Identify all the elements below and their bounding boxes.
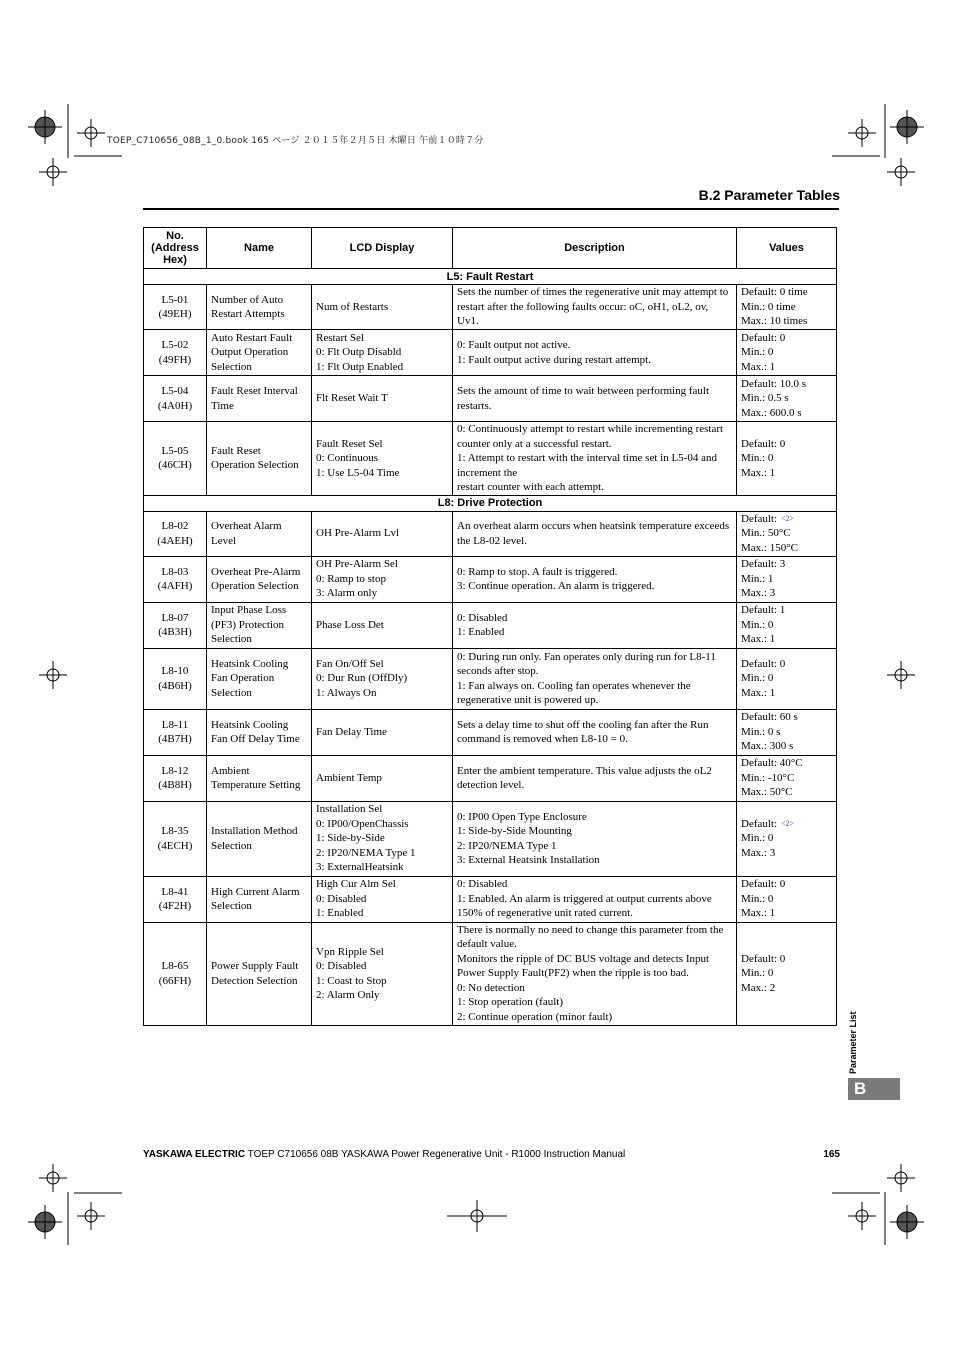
param-number-cell: L8-10 (4B6H)	[144, 648, 207, 709]
values-cell: Default: 0 time Min.: 0 time Max.: 10 times	[737, 285, 837, 330]
param-number-cell: L5-04 (4A0H)	[144, 376, 207, 422]
col-header-no: No. (Address Hex)	[144, 228, 207, 269]
group-title: L8: Drive Protection	[144, 495, 837, 511]
lcd-display-cell: Flt Reset Wait T	[312, 376, 453, 422]
values-cell: Default: 1 Min.: 0 Max.: 1	[737, 602, 837, 648]
param-name-cell: Overheat Alarm Level	[207, 511, 312, 556]
param-name-cell: Installation Method Selection	[207, 801, 312, 876]
param-name-cell: Overheat Pre-Alarm Operation Selection	[207, 556, 312, 602]
col-header-description: Description	[453, 228, 737, 269]
description-cell: 0: Disabled 1: Enabled. An alarm is triggered at output currents above 150% of regenerative unit rated current.	[453, 876, 737, 922]
values-cell: Default: 40°C Min.: -10°C Max.: 50°C	[737, 755, 837, 801]
description-cell: An overheat alarm occurs when heatsink temperature exceeds the L8-02 level.	[453, 511, 737, 556]
param-number-cell: L8-02 (4AEH)	[144, 511, 207, 556]
table-row	[144, 330, 837, 376]
values-cell: Default: 0 Min.: 0 Max.: 1	[737, 648, 837, 709]
values-cell: Default: 60 s Min.: 0 s Max.: 300 s	[737, 709, 837, 755]
param-name-cell: Power Supply Fault Detection Selection	[207, 922, 312, 1025]
param-name-cell: Fault Reset Operation Selection	[207, 422, 312, 496]
footer-brand: YASKAWA ELECTRIC	[143, 1149, 246, 1160]
col-header-values: Values	[737, 228, 837, 269]
description-cell: 0: During run only. Fan operates only during run for L8-11 seconds after stop. 1: Fan always on. Cooling fan operates whenever the regenerative unit is powered up.	[453, 648, 737, 709]
table-row	[144, 922, 837, 1025]
title-rule	[143, 208, 839, 210]
table-row	[144, 755, 837, 801]
param-number-cell: L8-03 (4AFH)	[144, 556, 207, 602]
param-number-cell: L8-35 (4ECH)	[144, 801, 207, 876]
param-number-cell: L5-01 (49EH)	[144, 285, 207, 330]
group-header-row	[144, 495, 837, 511]
table-row	[144, 376, 837, 422]
lcd-display-cell: Restart Sel 0: Flt Outp Disabld 1: Flt Outp Enabled	[312, 330, 453, 376]
table-header-row	[144, 228, 837, 269]
book-info-line: TOEP_C710656_08B_1_0.book 165 ページ ２０１５年２月５日 木曜日 午前１０時７分	[107, 136, 484, 146]
param-name-cell: High Current Alarm Selection	[207, 876, 312, 922]
description-cell: Sets a delay time to shut off the cooling fan after the Run command is removed when L8-10 = 0.	[453, 709, 737, 755]
param-name-cell: Fault Reset Interval Time	[207, 376, 312, 422]
param-number-cell: L8-65 (66FH)	[144, 922, 207, 1025]
param-name-cell: Input Phase Loss (PF3) Protection Selection	[207, 602, 312, 648]
group-title: L5: Fault Restart	[144, 269, 837, 285]
param-name-cell: Number of Auto Restart Attempts	[207, 285, 312, 330]
values-cell: Default: 0 Min.: 0 Max.: 1	[737, 422, 837, 496]
values-cell: Default: <2> Min.: 0 Max.: 3	[737, 801, 837, 876]
description-cell: There is normally no need to change this parameter from the default value. Monitors the ripple of DC BUS voltage and detects Input Power Supply Fault(PF2) when the ripple is too bad. 0: No detection 1: Stop operation (fault) 2: Continue operation (minor fault)	[453, 922, 737, 1025]
table-row	[144, 801, 837, 876]
table-row	[144, 556, 837, 602]
side-section-tab: B	[848, 1078, 900, 1100]
table-row	[144, 511, 837, 556]
param-number-cell: L8-41 (4F2H)	[144, 876, 207, 922]
param-number-cell: L8-07 (4B3H)	[144, 602, 207, 648]
footer	[143, 1149, 625, 1160]
parameter-table	[143, 227, 837, 1026]
table-row	[144, 876, 837, 922]
section-title: B.2 Parameter Tables	[698, 187, 840, 203]
description-cell: 0: IP00 Open Type Enclosure 1: Side-by-Side Mounting 2: IP20/NEMA Type 1 3: External Heatsink Installation	[453, 801, 737, 876]
values-cell: Default: <2> Min.: 50°C Max.: 150°C	[737, 511, 837, 556]
param-number-cell: L8-12 (4B8H)	[144, 755, 207, 801]
description-cell: 0: Continuously attempt to restart while incrementing restart counter only at a successful restart. 1: Attempt to restart with the interval time set in L5-04 and increment the restart counter with each attempt.	[453, 422, 737, 496]
lcd-display-cell: OH Pre-Alarm Sel 0: Ramp to stop 3: Alarm only	[312, 556, 453, 602]
lcd-display-cell: Phase Loss Det	[312, 602, 453, 648]
values-cell: Default: 10.0 s Min.: 0.5 s Max.: 600.0 s	[737, 376, 837, 422]
param-number-cell: L8-11 (4B7H)	[144, 709, 207, 755]
param-name-cell: Heatsink Cooling Fan Operation Selection	[207, 648, 312, 709]
param-name-cell: Heatsink Cooling Fan Off Delay Time	[207, 709, 312, 755]
param-number-cell: L5-05 (46CH)	[144, 422, 207, 496]
description-cell: Sets the amount of time to wait between performing fault restarts.	[453, 376, 737, 422]
values-cell: Default: 0 Min.: 0 Max.: 1	[737, 876, 837, 922]
table-row	[144, 709, 837, 755]
values-cell: Default: 3 Min.: 1 Max.: 3	[737, 556, 837, 602]
group-header-row	[144, 269, 837, 285]
param-name-cell: Ambient Temperature Setting	[207, 755, 312, 801]
footnote-link[interactable]: <2>	[781, 818, 795, 828]
lcd-display-cell: OH Pre-Alarm Lvl	[312, 511, 453, 556]
lcd-display-cell: Fault Reset Sel 0: Continuous 1: Use L5-04 Time	[312, 422, 453, 496]
param-number-cell: L5-02 (49FH)	[144, 330, 207, 376]
page-number: 165	[823, 1149, 840, 1160]
footer-manual-title: TOEP C710656 08B YASKAWA Power Regenerative Unit - R1000 Instruction Manual	[245, 1149, 626, 1160]
lcd-display-cell: Vpn Ripple Sel 0: Disabled 1: Coast to Stop 2: Alarm Only	[312, 922, 453, 1025]
table-row	[144, 602, 837, 648]
description-cell: Sets the number of times the regenerative unit may attempt to restart after the following faults occur: oC, oH1, oL2, ov, Uv1.	[453, 285, 737, 330]
table-row	[144, 648, 837, 709]
footnote-link[interactable]: <2>	[781, 513, 795, 523]
values-cell: Default: 0 Min.: 0 Max.: 1	[737, 330, 837, 376]
description-cell: 0: Ramp to stop. A fault is triggered. 3: Continue operation. An alarm is triggered.	[453, 556, 737, 602]
col-header-name: Name	[207, 228, 312, 269]
lcd-display-cell: Installation Sel 0: IP00/OpenChassis 1: Side-by-Side 2: IP20/NEMA Type 1 3: ExternalHeatsink	[312, 801, 453, 876]
description-cell: 0: Disabled 1: Enabled	[453, 602, 737, 648]
lcd-display-cell: Fan Delay Time	[312, 709, 453, 755]
col-header-lcd-display: LCD Display	[312, 228, 453, 269]
table-row	[144, 285, 837, 330]
lcd-display-cell: Num of Restarts	[312, 285, 453, 330]
table-row	[144, 422, 837, 496]
lcd-display-cell: High Cur Alm Sel 0: Disabled 1: Enabled	[312, 876, 453, 922]
lcd-display-cell: Fan On/Off Sel 0: Dur Run (OffDly) 1: Always On	[312, 648, 453, 709]
side-section-label: Parameter List	[848, 1011, 858, 1074]
description-cell: 0: Fault output not active. 1: Fault output active during restart attempt.	[453, 330, 737, 376]
values-cell: Default: 0 Min.: 0 Max.: 2	[737, 922, 837, 1025]
param-name-cell: Auto Restart Fault Output Operation Selection	[207, 330, 312, 376]
description-cell: Enter the ambient temperature. This value adjusts the oL2 detection level.	[453, 755, 737, 801]
lcd-display-cell: Ambient Temp	[312, 755, 453, 801]
